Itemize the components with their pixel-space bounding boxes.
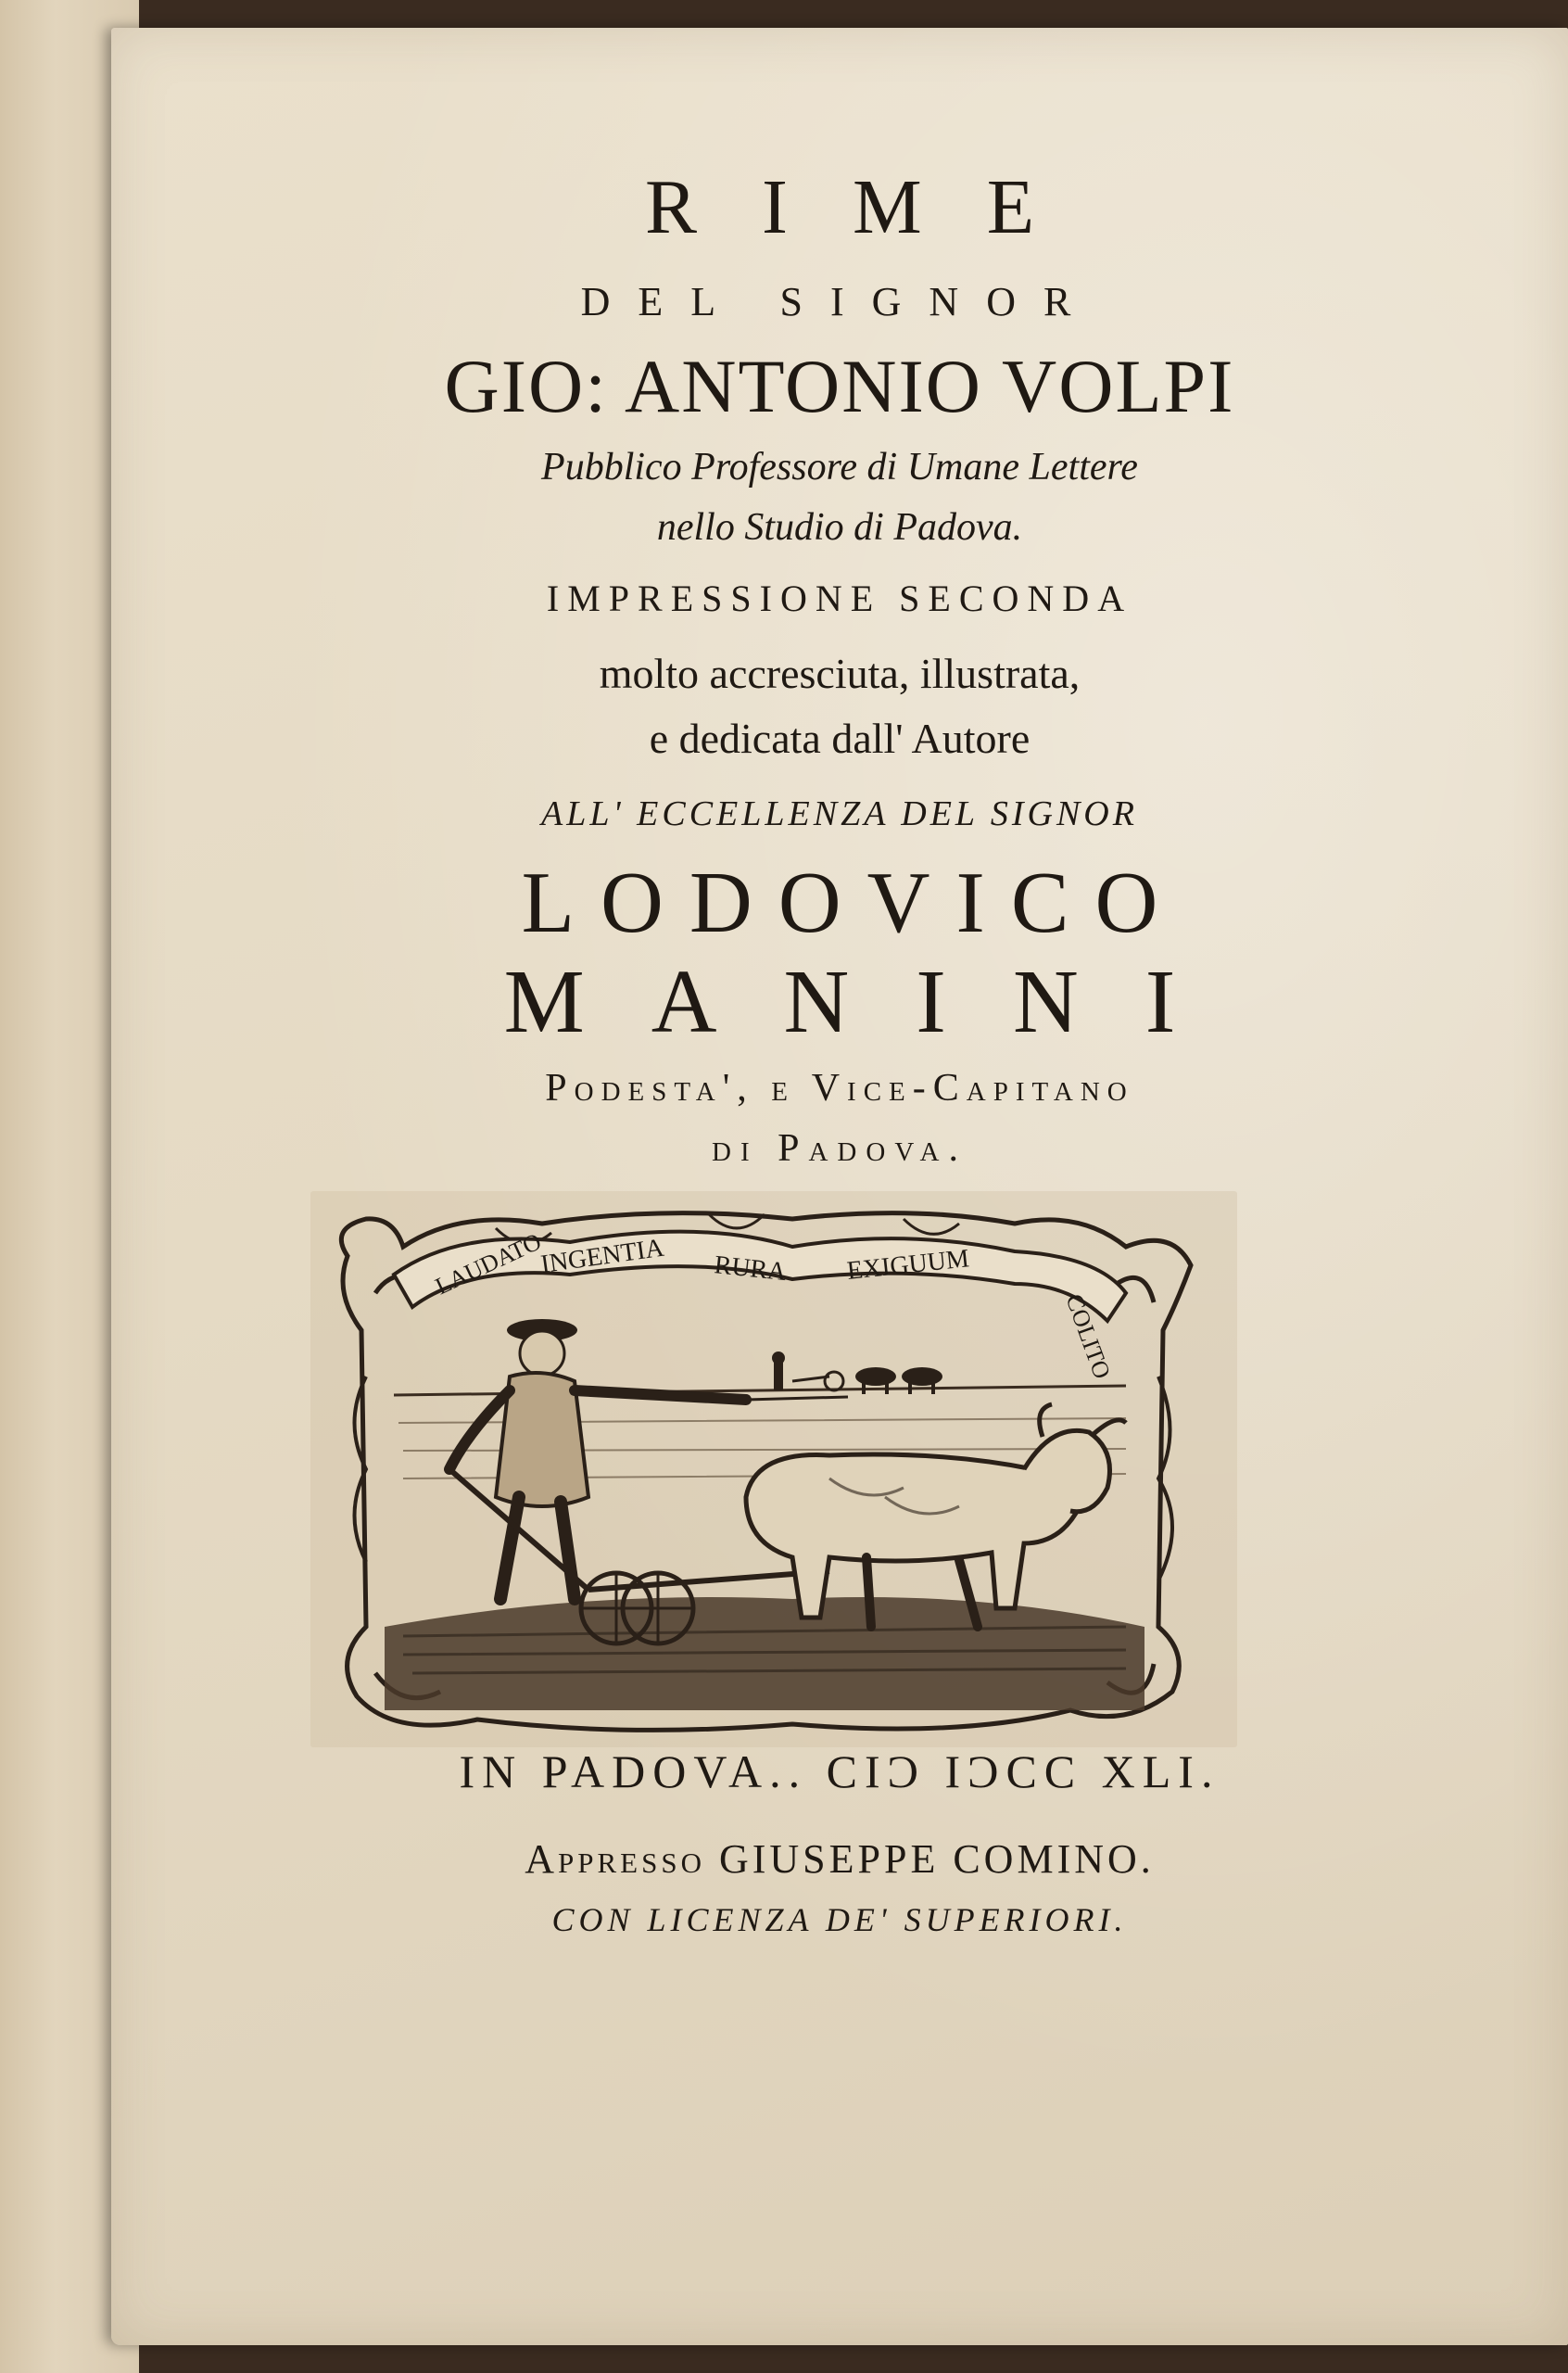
vignette-illustration xyxy=(310,1191,1237,1747)
dedicatee-office-line-2: di Padova. xyxy=(712,1127,967,1170)
author-role-line-2: nello Studio di Padova. xyxy=(656,506,1023,549)
motto-ribbon xyxy=(394,1227,1126,1382)
author-name: GIO: ANTONIO VOLPI xyxy=(444,344,1235,428)
dedicatee-surname: MANINI xyxy=(503,952,1243,1052)
imprint-printer: Appresso GIUSEPPE COMINO. xyxy=(525,1836,1155,1882)
motto-word-1: LAUDATO xyxy=(431,1227,546,1301)
motto-word-2: INGENTIA xyxy=(538,1233,666,1279)
motto-word-4: EXIGUUM xyxy=(845,1244,971,1286)
dedicatee-office-line-1: Podesta', e Vice-Capitano xyxy=(545,1067,1134,1110)
imprint-licence: CON LICENZA DE' SUPERIORI. xyxy=(551,1901,1128,1938)
field-landscape xyxy=(385,1386,1144,1710)
ox-figure xyxy=(746,1404,1126,1627)
author-role-line-1: Pubblico Professore di Umane Lettere xyxy=(541,446,1138,489)
book-subtitle: DEL SIGNOR xyxy=(580,279,1099,324)
description-line-2: e dedicata dall' Autore xyxy=(649,715,1031,762)
dedicatee-first-name: LODOVICO xyxy=(521,855,1184,951)
motto-word-3: RURA xyxy=(713,1250,788,1288)
motto-word-5: COLITO xyxy=(1060,1290,1117,1383)
description-line-1: molto accresciuta, illustrata, xyxy=(599,650,1081,697)
title-page xyxy=(111,28,1568,2345)
dedication-line: ALL' ECCELLENZA DEL SIGNOR xyxy=(541,794,1138,833)
engraved-vignette xyxy=(310,1191,1237,1747)
book-title: RIME xyxy=(645,164,1099,250)
imprint-place-date: IN PADOVA.. CIϽ IϽCC XLI. xyxy=(459,1745,1220,1797)
edition-statement: IMPRESSIONE SECONDA xyxy=(546,577,1133,619)
